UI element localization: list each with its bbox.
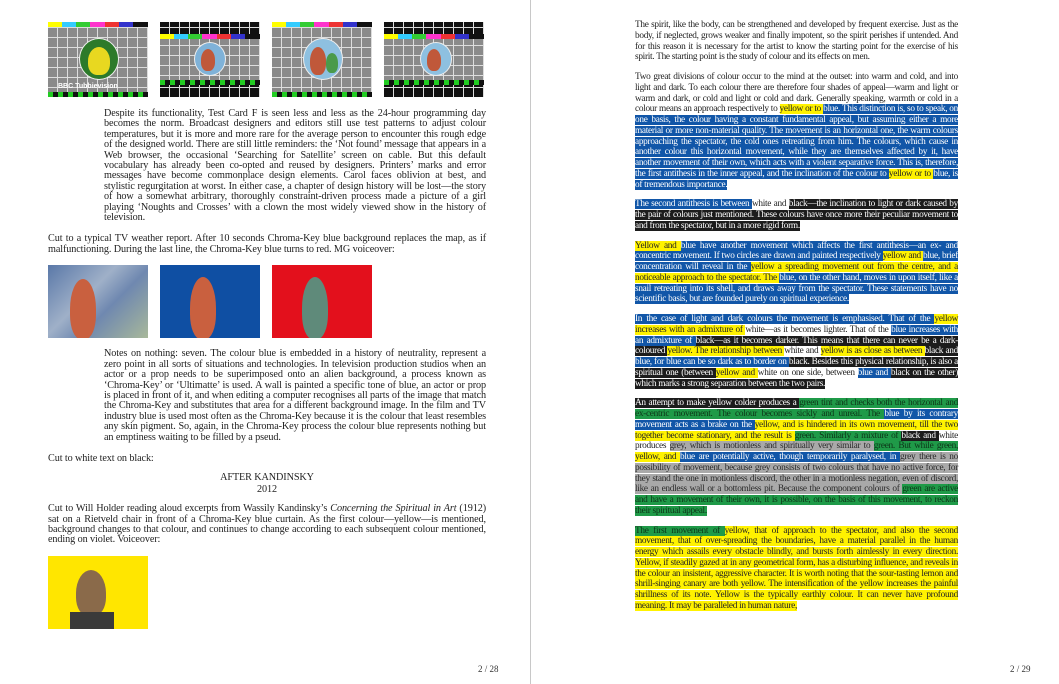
highlight-yellow: yellow or to: [888, 168, 934, 179]
highlight-blue: blue, brief concentration will reveal in the: [635, 251, 959, 272]
paragraph-weather: Cut to a typical TV weather report. After 10 seconds Chroma-Key blue background replaces the map, as if malfunctioning. During the last line, the Chroma-Key blue turns to red. MG voiceover:: [48, 233, 486, 255]
chroma-key-blue-image: [160, 265, 260, 338]
paragraph-right-2: [635, 72, 958, 190]
highlight-black: black—as it becomes darker. This means that there can never be a dark-coloured: [635, 335, 958, 357]
highlight-yellow: yellow increases with an admixture of: [635, 314, 958, 335]
highlight-blue: In the case of light and dark colours the movement is emphasised. That of the: [635, 314, 935, 324]
highlight-yellow: yellow, that of approach to the spectator, and also the second movement, that of over-spreading the boundaries, have a material parallel in the human energy which assails every obstacle blindly, and bursts forth aimlessly in every direction. Yellow, if steadily gazed at in any geometrical form, has a disturbing influence, and reveals in the colour an insistent, aggressive character. It is worth noting that the sour-tasting lemon and shrill-singing canary are both yellow. The intensification of the yellow increases the painful shrillness of its note. Yellow is the typically earthly colour. It can never have profound meaning. It may be paralleled in human nature,: [635, 525, 958, 611]
paragraph-right-5: [635, 314, 958, 389]
right-page: [635, 20, 958, 621]
left-page: [48, 22, 486, 629]
heading-title: AFTER KANDINSKY: [220, 472, 314, 484]
highlight-blue: The second antithesis is between: [635, 199, 752, 210]
highlight-blue: blue and: [857, 367, 891, 378]
highlight-yellow: yellow and: [882, 251, 924, 262]
highlight-green: The first movement of: [635, 525, 725, 536]
paragraph-test-card: Despite its functionality, Test Card F is seen less and less as the 24-hour programming day becomes the norm. Broadcast designers and editors still use test patterns to adjust colour temperatures, but it is more and more rare for the average person to encounter this rough edge of the designed world. There are still little reminders: the ‘Not found’ message that appears in a Web browser, the occasional ‘Searching for Satellite’ screen on cable. But this default vocabulary has already been co-opted and reused by designers. Printers’ marks and error messages have become commonplace design elements. Carol faces oblivion at best, and stylistic regurgitation at worst. In either case, a chapter of design history will be lost—the story of how a somewhat arbitrary, thoroughly constraint-driven process made a picture of a girl playing ‘Noughts and Crosses’ with a clown the most widely viewed show in the history of television.: [104, 108, 486, 224]
text-segment: white and: [751, 199, 789, 210]
paragraph-right-6: [635, 398, 958, 516]
highlight-yellow: yellow, and: [635, 452, 680, 462]
text-segment: Two great divisions of colour occur to the mind at the outset: into warm and cold, and into light and dark. To each colour there are therefore four shades of appeal—warm and light or warm and dark, or cold and light or cold and dark. Generally speaking, warmth or cold in a colour means an approach respectively to: [635, 72, 958, 115]
text: Cut to Will Holder reading aloud excerpts from Wassily Kandinsky’s: [48, 503, 331, 515]
paragraph-will-holder: [48, 504, 486, 546]
paragraph-right-7: [635, 526, 958, 612]
highlight-blue: blue by its contrary movement acts as a brake on the: [635, 409, 958, 430]
text-segment: white—as it becomes lighter. That of the: [745, 324, 892, 335]
paragraph-notes: Notes on nothing: seven. The colour blue is embedded in a history of neutrality, represent a zero point in all sorts of situations and technologies. In television production studios when an actor or a prop needs to be superimposed onto an alien background, a process known as ‘Chroma-Key’ or ‘Ultimatte’ is used. A wall is painted a specific tone of blue, an actor or prop is placed in front of it, and when editing a computer recognises all parts of the image that match the Chroma-Key and substitutes that area for a different background image. In the film and TV industry blue is used most often as the Chroma-Key because it is the colour that least resembles any skin pigment. So, again, in the Chroma-Key process the colour blue represents nothing but an emptiness waiting to be filled by a pseud.: [104, 348, 486, 443]
highlight-yellow: yellow is as close as between: [820, 346, 925, 357]
highlight-yellow: yellow or to: [779, 104, 824, 115]
highlight-yellow: yellow. The relationship between: [667, 346, 785, 357]
yellow-image-row: [48, 556, 486, 629]
highlight-green: green. But while green,: [873, 441, 958, 452]
text-segment: white on one side, between: [757, 367, 858, 378]
highlight-green: green tint and checks both the horizontal and ex-centric movement. The colour becomes sickly and unreal. The: [635, 398, 958, 419]
highlight-grey: grey, which is motionless and spiritually very similar to: [669, 441, 874, 452]
highlight-black: black. Besides this physical relationship, is also a spiritual one (between: [635, 357, 959, 378]
paragraph-right-4: [635, 241, 958, 306]
highlight-grey: grey there is no possibility of movement, because grey consists of two colours that have no active force, for they stand the one in motionless discord, the other in a motionless negation, even of discord, like an endless wall or a bottomless pit. Because the component colours of: [635, 452, 958, 495]
paragraph-right-1: [635, 20, 958, 63]
chroma-key-red-image: [272, 265, 372, 338]
highlight-yellow: Yellow and: [635, 240, 681, 251]
weather-image-row: [48, 265, 486, 338]
page-divider: [530, 0, 531, 684]
highlight-black: black and: [924, 346, 959, 357]
highlight-yellow: yellow a spreading movement out from the centre, and a noticeable approach to the spectator. The: [635, 262, 958, 283]
highlight-blue: blue, for blue can be so dark as to border on: [635, 357, 789, 367]
test-card-image-tubbievision: [48, 22, 148, 97]
highlight-black: black and: [901, 430, 939, 441]
book-title: Concerning the Spiritual in Art: [330, 503, 457, 515]
test-card-image-classic: [272, 22, 372, 97]
test-card-caption: BBC Tubbievision: [58, 83, 118, 90]
highlight-blue: blue, is of tremendous importance.: [635, 168, 958, 190]
highlight-green: green. Similarly a mixture of: [794, 430, 902, 441]
test-card-image-widescreen: [160, 22, 260, 97]
highlight-black: black—the inclination to light or dark caused by the pair of colours just mentioned. These colours have once more their peculiar movement to and from the spectator, but in a more rigid form.: [635, 199, 958, 231]
paragraph-right-3: [635, 199, 958, 231]
cut-to-white-line: Cut to white text on black:: [48, 452, 154, 464]
highlight-yellow: yellow, and is hindered in its own movement, till the two together become stationary, and the result is: [635, 419, 959, 441]
highlight-black: An attempt to make yellow colder produces a: [635, 398, 800, 409]
heading-year: 2012: [257, 483, 277, 495]
test-card-row: [48, 22, 486, 97]
chair-shape: [70, 612, 114, 629]
text-segment: The spirit, like the body, can be strengthened and developed by frequent exercise. Just as the body, if neglected, grows weaker and finally impotent, so the spirit perishes if untended. And for this reason it is necessary for the artist to know the starting point for the exercise of his spirit. The starting point is the study of colour and its effects on men.: [635, 20, 958, 63]
text-segment: white produces: [635, 430, 958, 452]
highlight-black: black on the other) which marks a strong separation between the two pairs.: [635, 367, 958, 389]
weather-map-image: [48, 265, 148, 338]
highlight-blue: blue. This distinction is, so to speak, on one basis, the colour having a constant fundamental appeal, but assuming either a more material or more non-material quality. The movement is an horizontal one, the warm colours approaching the spectator, the cold ones retreating from him. The colours, which cause in another colour this horizontal movement, while they are themselves affected by it, have another movement of their own, which acts with a violent separative force. This is, therefore, the first antithesis in the inner appeal, and the inclination of the colour to: [635, 104, 958, 179]
highlight-green: green are active and have a movement of their own, it is possible, on the basis of this movement, to reckon their spiritual appeal.: [635, 484, 958, 516]
highlight-blue: blue, on the other hand, moves in upon itself, like a snail retreating into its shell, and draws away from the spectator. These statements have no scientific basis, but are founded purely on spiritual experience.: [635, 272, 959, 305]
text-segment: white and: [784, 346, 821, 357]
page-number-right: 2 / 29: [1010, 664, 1031, 674]
highlight-blue: blue are potentially active, though temporarily paralysed, in: [680, 452, 900, 462]
highlight-blue: blue have another movement which affects the first antithesis—an ex- and concentric movement. If two circles are drawn and painted respectively: [635, 240, 958, 262]
text: (1912) sat on a Rietveld chair in front of a Chroma-Key blue curtain. As the first colour—yellow—is mentioned, background changes to that colour, and continues to change according to each subsequent colour mentioned, ending on violet. Voiceover:: [48, 503, 486, 546]
highlight-yellow: yellow and: [715, 367, 758, 378]
page-number-left: 2 / 28: [478, 664, 499, 674]
test-card-image-cropped: [384, 22, 484, 97]
yellow-background-image: [48, 556, 148, 629]
highlight-blue: blue increases with an admixture of: [635, 324, 958, 346]
